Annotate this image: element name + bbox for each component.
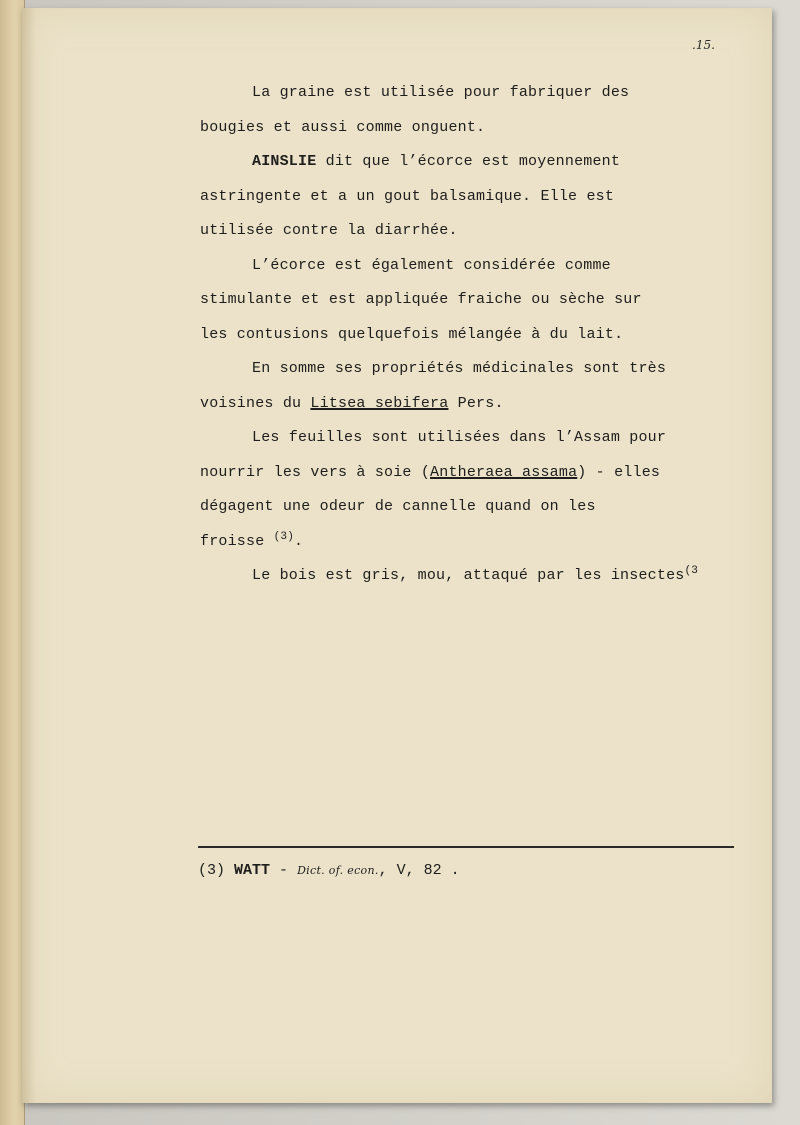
text-span: Le bois est gris, mou, attaqué par les insectes — [252, 567, 685, 584]
footnote-reference-text: , V, 82 . — [378, 862, 460, 879]
text-line: astringente et a un gout balsamique. Elle est — [200, 187, 615, 205]
text-line: En somme ses propriétés médicinales sont très — [252, 360, 667, 377]
text-span: Pers. — [448, 394, 504, 412]
text-span: ) - elles — [577, 463, 661, 481]
footnote-reference: (3) — [273, 530, 295, 543]
text-line: L’écorce est également considérée comme — [252, 256, 611, 274]
text-span: dit que l’écorce est moyennement — [316, 153, 621, 170]
text-line: La graine est utilisée pour fabriquer des — [252, 84, 630, 101]
footnote-author: WATT — [234, 862, 271, 879]
text-line: dégagent une odeur de cannelle quand on les — [200, 498, 596, 515]
species-name: Litsea sebifera — [310, 394, 449, 412]
text-line: utilisée contre la diarrhée. — [200, 222, 458, 239]
text-line — [200, 145, 748, 180]
footnote-marker: (3) — [198, 862, 226, 879]
page-fold-shadow — [22, 8, 36, 1103]
text-line — [200, 559, 748, 594]
footnote-reference: (3 — [684, 565, 699, 577]
text-line — [200, 387, 748, 422]
text-line — [200, 456, 748, 491]
text-span: voisines du — [200, 394, 311, 412]
text-line: les contusions quelquefois mélangée à du lait. — [200, 325, 624, 343]
text-line: stimulante et est appliquée fraiche ou sèche sur — [200, 291, 642, 308]
text-line: bougies et aussi comme onguent. — [200, 118, 486, 136]
text-span: froisse — [200, 532, 274, 550]
footnote-separator — [198, 846, 734, 848]
species-name: Antheraea assama — [430, 463, 578, 481]
author-name: AINSLIE — [252, 153, 317, 170]
body-text — [200, 76, 748, 594]
text-span: . — [294, 532, 304, 550]
footnote-dash: - — [270, 862, 298, 879]
text-span: nourrir les vers à soie ( — [200, 463, 431, 481]
text-line — [200, 525, 748, 560]
text-line: Les feuilles sont utilisées dans l’Assam pour — [252, 429, 667, 446]
footnote — [198, 862, 460, 879]
handwritten-annotation: Dict. of. econ. — [297, 864, 379, 877]
page-number: .15. — [692, 38, 715, 52]
